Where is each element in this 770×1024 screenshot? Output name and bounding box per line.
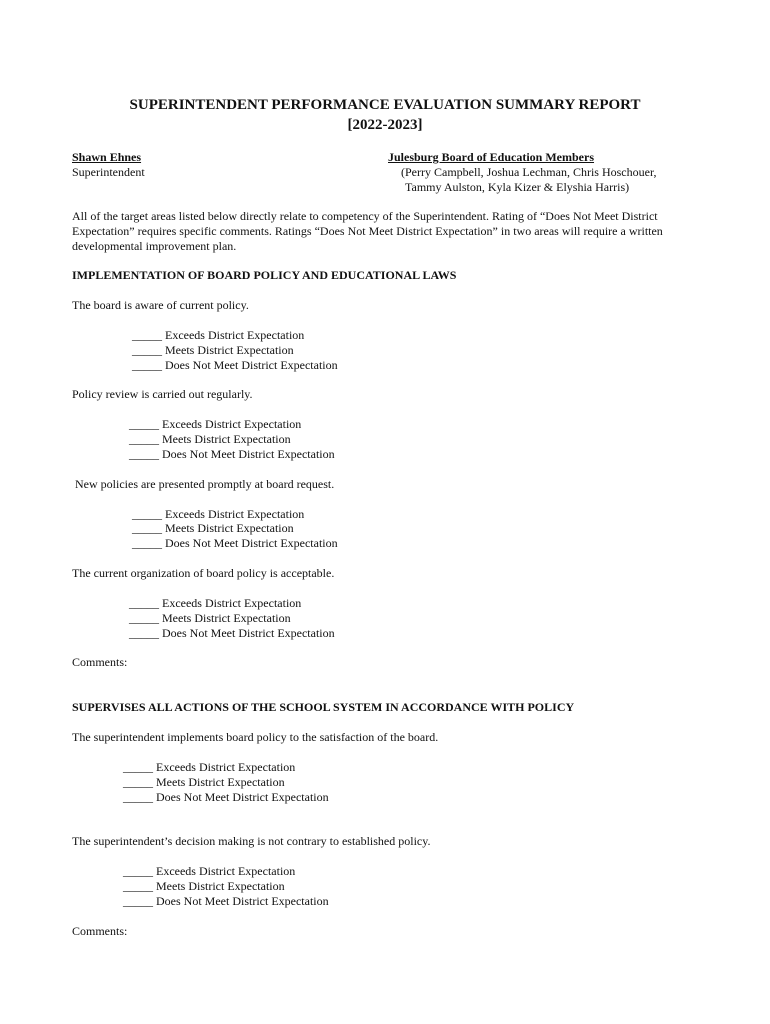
rating-blank[interactable]: _____ [129, 596, 159, 610]
rating-option-meets[interactable]: _____ Meets District Expectation [123, 879, 285, 893]
rating-option-meets[interactable]: _____ Meets District Expectation [132, 343, 294, 357]
question-text: The current organization of board policy is acceptable. [72, 566, 335, 580]
board-members-line2: Tammy Aulston, Kyla Kizer & Elyshia Harris) [405, 180, 630, 194]
comments-label: Comments: [72, 655, 128, 669]
section2-heading: SUPERVISES ALL ACTIONS OF THE SCHOOL SYSTEM IN ACCORDANCE WITH POLICY [72, 700, 575, 714]
question-text: New policies are presented promptly at board request. [75, 477, 335, 491]
rating-blank[interactable]: _____ [123, 760, 153, 774]
rating-blank[interactable]: _____ [123, 894, 153, 908]
rating-blank[interactable]: _____ [123, 790, 153, 804]
rating-option-exceeds[interactable]: _____ Exceeds District Expectation [123, 760, 296, 774]
board-name-line [388, 150, 594, 165]
superintendent-name: Shawn Ehnes [72, 150, 142, 164]
rating-blank[interactable]: _____ [123, 864, 153, 878]
rating-option-not-meet[interactable]: _____ Does Not Meet District Expectation [129, 447, 335, 461]
superintendent-name-line [72, 150, 141, 165]
rating-blank[interactable]: _____ [132, 536, 162, 550]
rating-option-meets[interactable]: _____ Meets District Expectation [129, 611, 291, 625]
rating-blank[interactable]: _____ [123, 879, 153, 893]
rating-option-not-meet[interactable]: _____ Does Not Meet District Expectation [132, 536, 338, 550]
rating-option-exceeds[interactable]: _____ Exceeds District Expectation [123, 864, 296, 878]
report-year: [2022-2023] [347, 117, 423, 133]
report-title: SUPERINTENDENT PERFORMANCE EVALUATION SUMMARY REPORT [129, 97, 641, 113]
rating-option-meets[interactable]: _____ Meets District Expectation [132, 521, 294, 535]
rating-blank[interactable]: _____ [132, 358, 162, 372]
rating-blank[interactable]: _____ [132, 507, 162, 521]
section1-heading: IMPLEMENTATION OF BOARD POLICY AND EDUCATIONAL LAWS [72, 268, 457, 282]
rating-option-meets[interactable]: _____ Meets District Expectation [123, 775, 285, 789]
rating-blank[interactable]: _____ [129, 432, 159, 446]
board-members-line1: (Perry Campbell, Joshua Lechman, Chris Hoschouer, [401, 165, 657, 179]
rating-option-not-meet[interactable]: _____ Does Not Meet District Expectation [123, 894, 329, 908]
rating-blank[interactable]: _____ [129, 417, 159, 431]
rating-option-exceeds[interactable]: _____ Exceeds District Expectation [129, 596, 302, 610]
rating-option-exceeds[interactable]: _____ Exceeds District Expectation [132, 507, 305, 521]
question-text: Policy review is carried out regularly. [72, 387, 253, 401]
rating-blank[interactable]: _____ [132, 343, 162, 357]
rating-option-not-meet[interactable]: _____ Does Not Meet District Expectation [132, 358, 338, 372]
rating-blank[interactable]: _____ [129, 447, 159, 461]
board-name: Julesburg Board of Education Members [388, 150, 595, 164]
intro-paragraph: All of the target areas listed below directly relate to competency of the Superintendent. Rating of “Does Not Meet District Expectation” requires specific comments. Ratings “Does Not Meet District Expectation” in two areas will require a written developmental improvement plan. [72, 209, 663, 253]
question-text: The superintendent’s decision making is not contrary to established policy. [72, 834, 431, 848]
rating-option-exceeds[interactable]: _____ Exceeds District Expectation [132, 328, 305, 342]
rating-blank[interactable]: _____ [132, 521, 162, 535]
rating-blank[interactable]: _____ [132, 328, 162, 342]
rating-blank[interactable]: _____ [123, 775, 153, 789]
rating-option-not-meet[interactable]: _____ Does Not Meet District Expectation [123, 790, 329, 804]
rating-option-not-meet[interactable]: _____ Does Not Meet District Expectation [129, 626, 335, 640]
superintendent-role: Superintendent [72, 165, 145, 179]
comments-label: Comments: [72, 924, 128, 938]
rating-blank[interactable]: _____ [129, 626, 159, 640]
rating-blank[interactable]: _____ [129, 611, 159, 625]
question-text: The board is aware of current policy. [72, 298, 249, 312]
rating-option-exceeds[interactable]: _____ Exceeds District Expectation [129, 417, 302, 431]
rating-option-meets[interactable]: _____ Meets District Expectation [129, 432, 291, 446]
question-text: The superintendent implements board policy to the satisfaction of the board. [72, 730, 439, 744]
